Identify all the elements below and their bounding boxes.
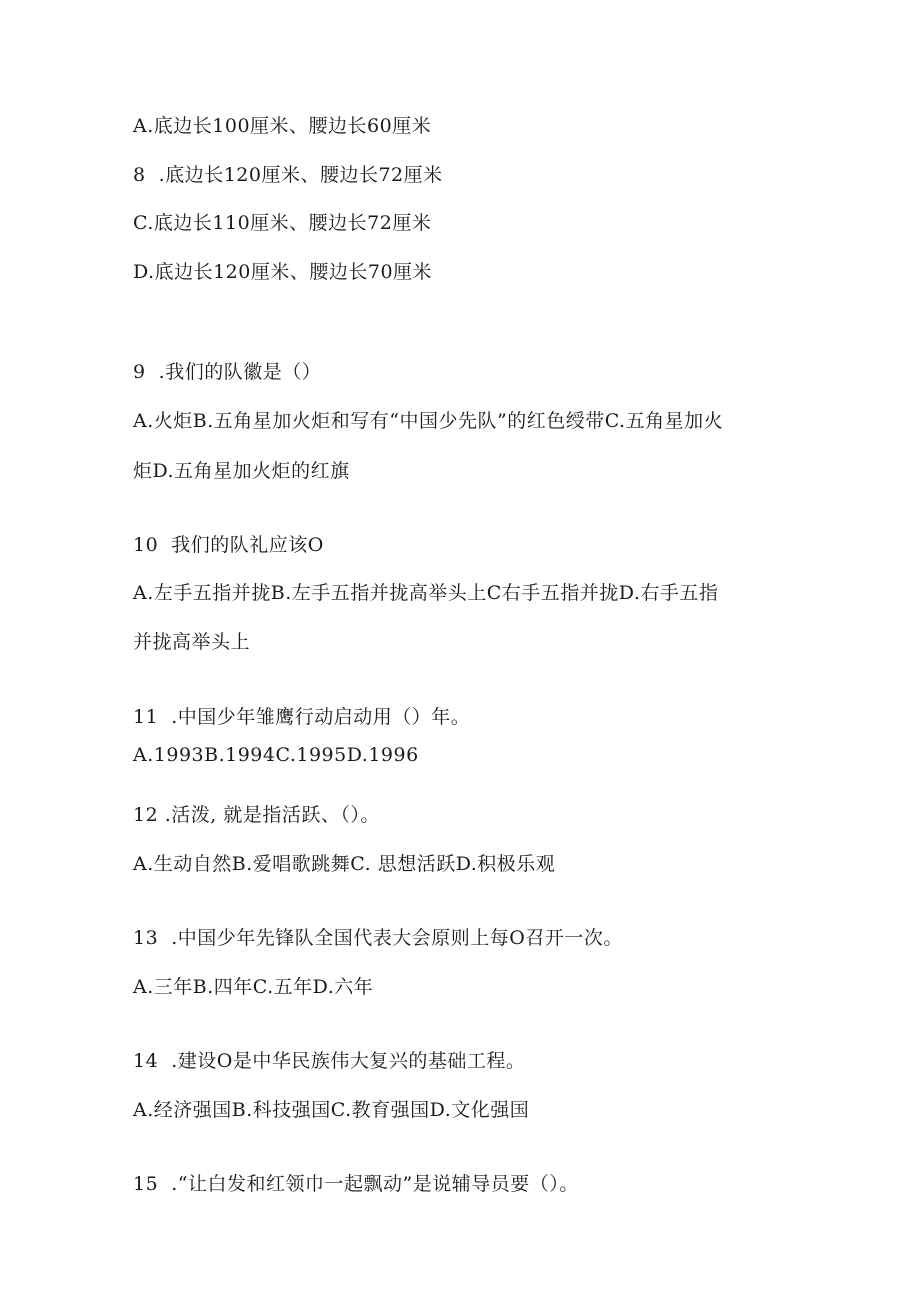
option-line: 8 .底边长120厘米、腰边长72厘米 — [133, 164, 443, 186]
option-line: 并拢高举头上 — [133, 631, 251, 653]
option-line: D.底边长120厘米、腰边长70厘米 — [133, 261, 433, 283]
option-line: A.底边长100厘米、腰边长60厘米 — [133, 115, 432, 137]
question-line: 13 .中国少年先锋队全国代表大会原则上每O召开一次。 — [133, 927, 623, 949]
question-line: 14 .建设O是中华民族伟大复兴的基础工程。 — [133, 1050, 526, 1072]
option-line: A.火炬B.五角星加火炬和写有“中国少先队”的红色绶带C.五角星加火 — [133, 410, 724, 432]
option-line: A.三年B.四年C.五年D.六年 — [133, 976, 374, 998]
option-line: C.底边长110厘米、腰边长72厘米 — [133, 212, 432, 234]
question-line: 9 .我们的队徽是（） — [133, 361, 322, 383]
question-line: 11 .中国少年雏鹰行动启动用（）年。 — [133, 706, 471, 728]
option-line: 炬D.五角星加火炬的红旗 — [133, 460, 350, 482]
option-line: A.1993B.1994C.1995D.1996 — [133, 744, 419, 766]
option-line: A.左手五指并拢B.左手五指并拢高举头上C右手五指并拢D.右手五指 — [133, 582, 719, 604]
option-line: A.经济强国B.科技强国C.教育强国D.文化强国 — [133, 1099, 530, 1121]
question-line: 12 .活泼, 就是指活跃、（）。 — [133, 804, 380, 826]
question-line: 10 我们的队礼应该O — [133, 534, 324, 556]
option-line: A.生动自然B.爱唱歌跳舞C. 思想活跃D.积极乐观 — [133, 853, 556, 875]
question-line: 15 .“让白发和红领巾一起飘动”是说辅导员要（）。 — [133, 1173, 579, 1195]
